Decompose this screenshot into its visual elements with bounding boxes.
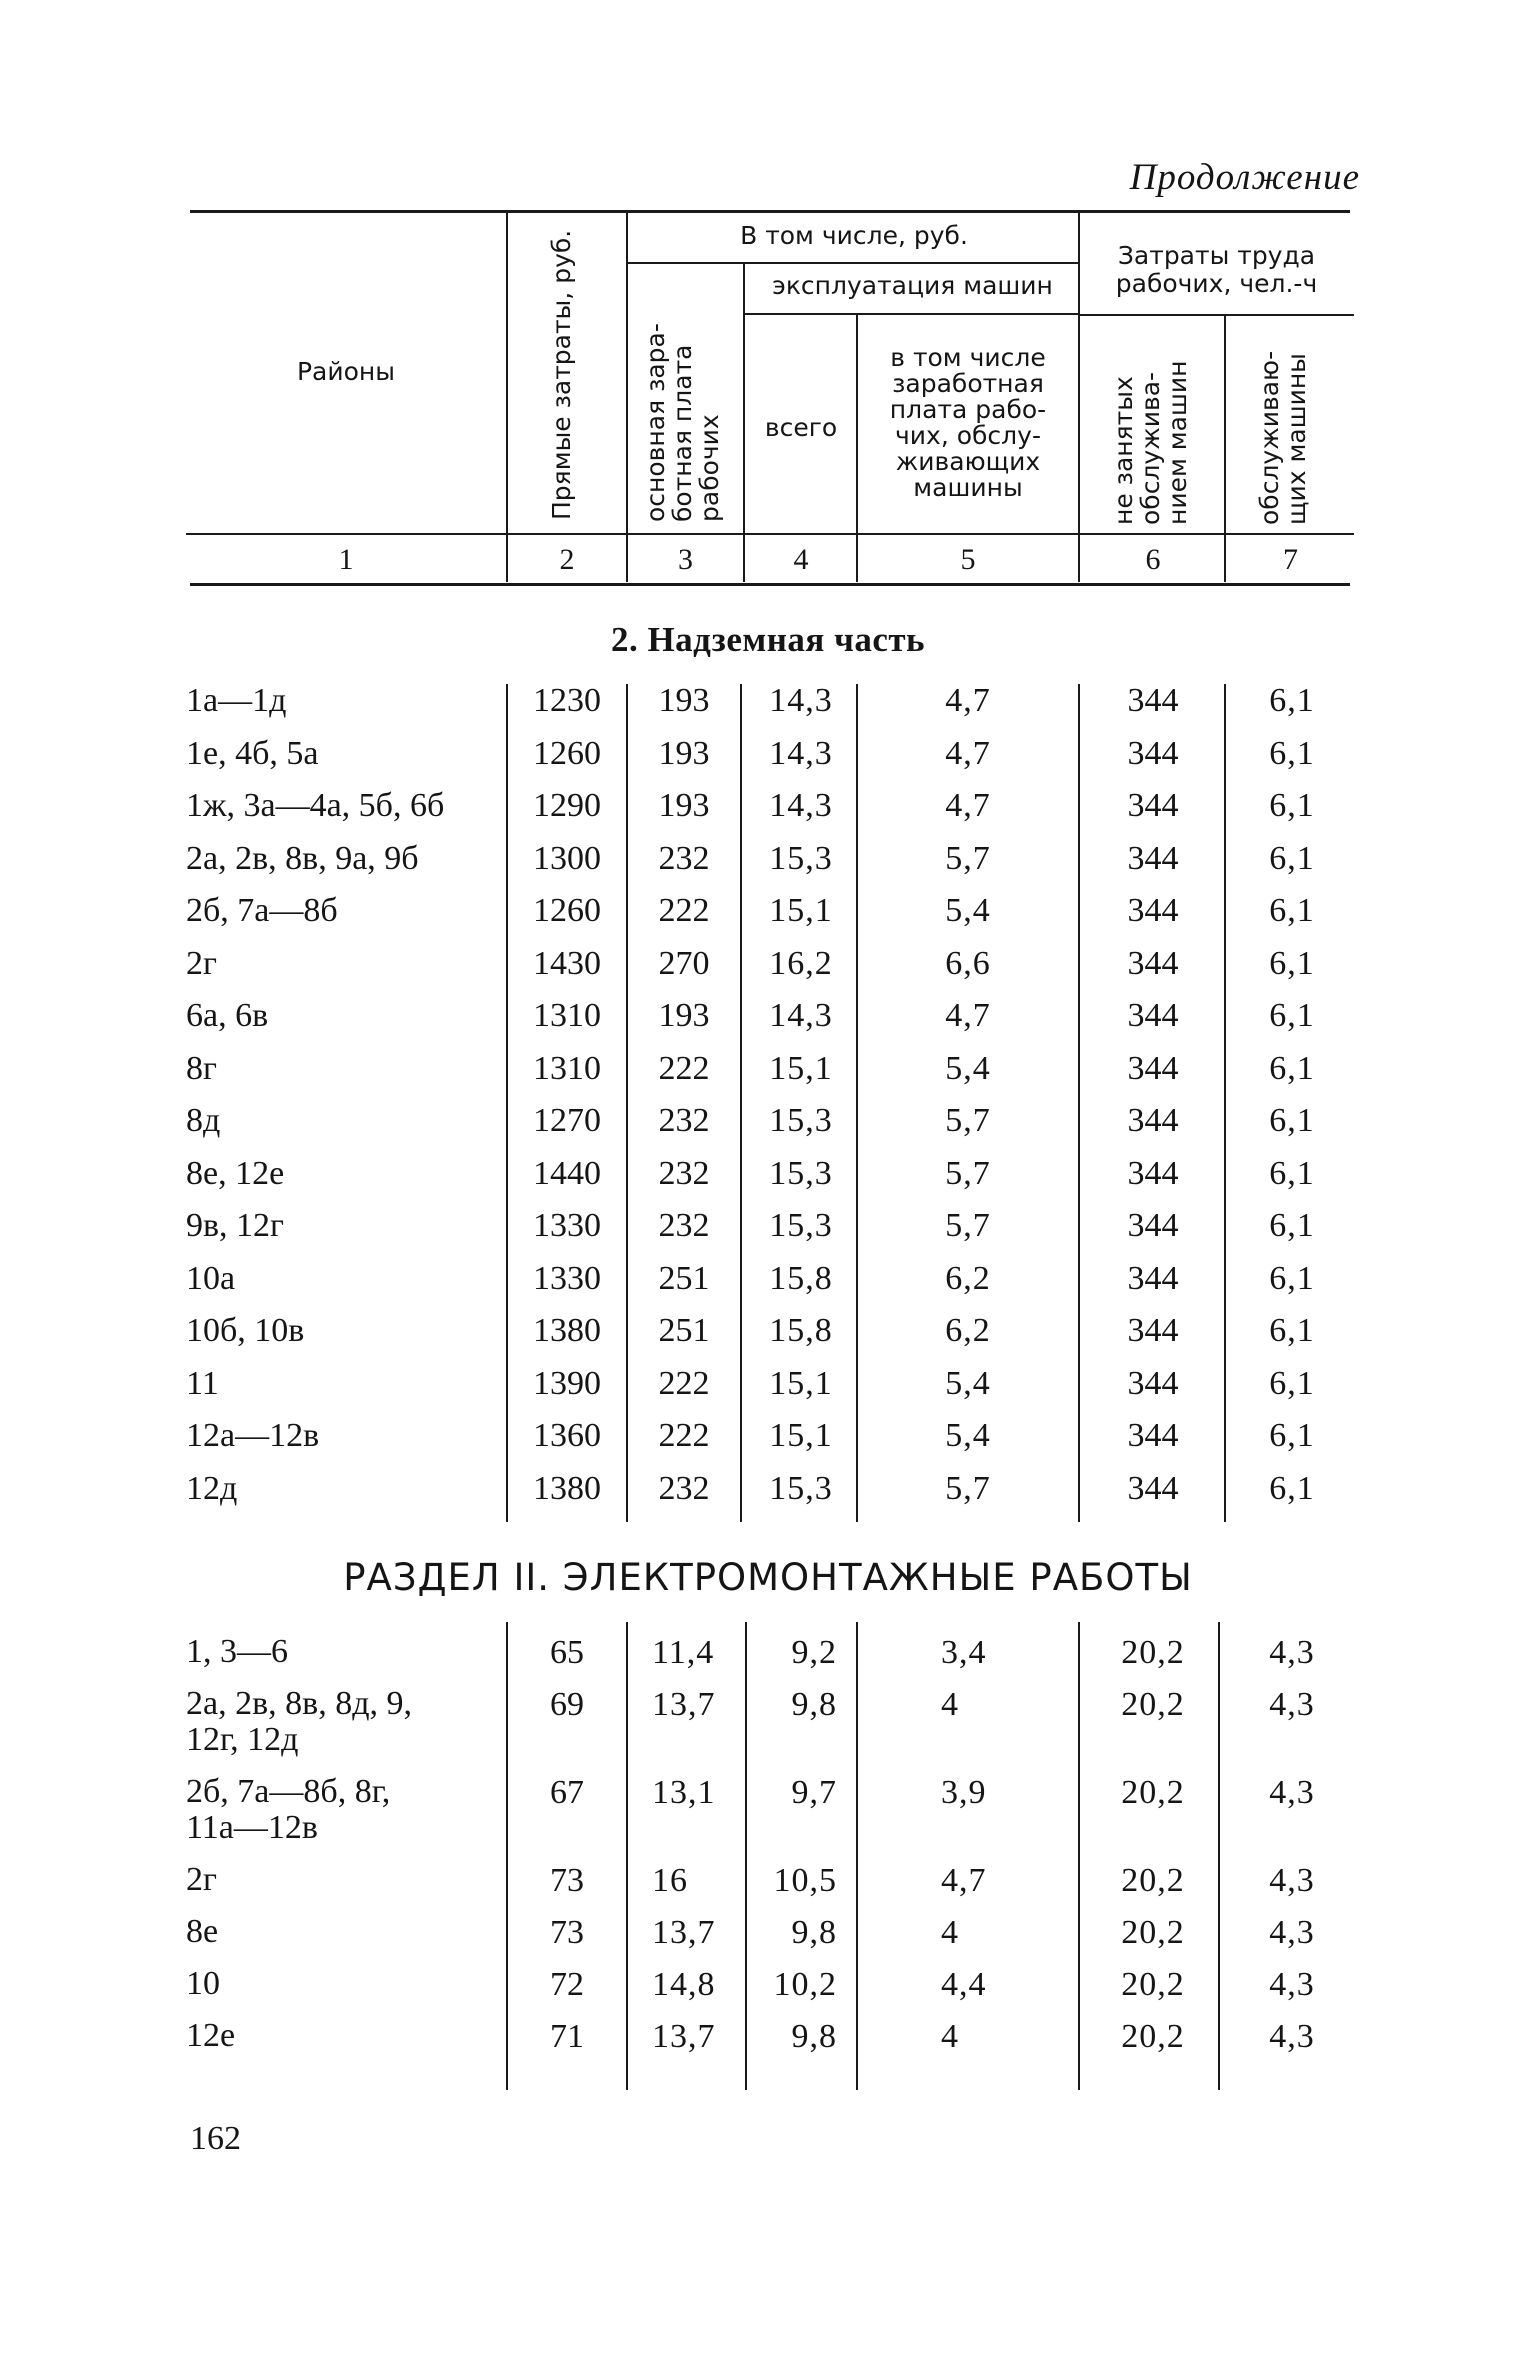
header-labor-not-machines: не занятых обслужива- нием машин: [1109, 360, 1192, 525]
value-cell: 1380: [533, 1469, 601, 1507]
value-cell: 1330: [533, 1259, 601, 1297]
region-cell: 11: [186, 1364, 219, 1402]
value-cell: 344: [1127, 892, 1179, 929]
value-cell: 270: [658, 944, 710, 982]
value-cell: 344: [1127, 1469, 1179, 1507]
section1-vline: [740, 684, 742, 1522]
header-labor-group: Затраты труда рабочих, чел.-ч: [1115, 241, 1318, 298]
value-cell: 15,3: [769, 1207, 833, 1244]
value-cell: 15,3: [769, 1469, 833, 1507]
value-cell: 4,7: [945, 682, 991, 719]
value-cell: 6,1: [1269, 1102, 1315, 1139]
value-cell: 15,8: [769, 1312, 833, 1349]
value-cell: 4,7: [945, 787, 991, 824]
value-cell: 9,8: [791, 1686, 837, 1723]
value-cell: 4,3: [1269, 1862, 1315, 1899]
header-machines-group: эксплуатация машин: [772, 271, 1053, 300]
value-cell: 6,6: [945, 944, 991, 982]
value-cell: 344: [1127, 997, 1179, 1034]
region-cell: 8д: [186, 1102, 221, 1139]
value-cell: 5,7: [945, 839, 991, 877]
header-incl-group: В том числе, руб.: [740, 221, 968, 250]
value-cell: 6,1: [1269, 997, 1315, 1034]
value-cell: 16,2: [769, 944, 833, 982]
value-cell: 4,3: [1269, 1914, 1315, 1951]
value-cell: 14,3: [769, 734, 833, 772]
value-cell: 20,2: [1121, 1686, 1185, 1723]
value-cell: 1260: [533, 892, 601, 929]
value-cell: 344: [1127, 1259, 1179, 1297]
value-cell: 15,3: [769, 1102, 833, 1139]
value-cell: 193: [658, 734, 710, 772]
value-cell: 4,3: [1269, 1634, 1315, 1671]
column-number: 4: [793, 543, 809, 576]
value-cell: 13,7: [652, 2018, 716, 2055]
value-cell: 1230: [533, 682, 601, 719]
region-cell: 12е: [186, 2017, 236, 2054]
value-cell: 232: [658, 839, 710, 877]
value-cell: 20,2: [1121, 1634, 1185, 1671]
value-cell: 344: [1127, 1049, 1179, 1087]
value-cell: 1310: [533, 997, 601, 1034]
value-cell: 10,5: [773, 1862, 837, 1899]
header-bottom-rule: [186, 533, 1354, 535]
value-cell: 65: [550, 1634, 584, 1671]
header-regions: Районы: [296, 357, 396, 386]
value-cell: 9,8: [791, 2018, 837, 2055]
value-cell: 5,7: [945, 1207, 991, 1244]
value-cell: 344: [1127, 682, 1179, 719]
header-vline: [506, 212, 508, 582]
value-cell: 1360: [533, 1417, 601, 1454]
column-number: 7: [1283, 543, 1298, 576]
region-cell: 8е: [186, 1913, 219, 1950]
value-cell: 6,1: [1269, 787, 1315, 824]
region-cell: 12д: [186, 1469, 238, 1507]
value-cell: 13,7: [652, 1686, 716, 1723]
value-cell: 4,4: [941, 1966, 987, 2003]
value-cell: 4,7: [945, 734, 991, 772]
region-cell: 2б, 7а—8б, 8г, 11а—12в: [186, 1773, 391, 1846]
value-cell: 3,4: [941, 1634, 987, 1671]
value-cell: 1270: [533, 1102, 601, 1139]
value-cell: 251: [658, 1312, 710, 1349]
region-cell: 2а, 2в, 8в, 8д, 9, 12г, 12д: [186, 1685, 412, 1758]
value-cell: 193: [658, 787, 710, 824]
machines-group-rule: [745, 313, 1080, 315]
column-number: 5: [960, 543, 976, 576]
section2-title: РАЗДЕЛ II. ЭЛЕКТРОМОНТАЖНЫЕ РАБОТЫ: [343, 1556, 1193, 1599]
value-cell: 73: [550, 1914, 584, 1951]
value-cell: 251: [658, 1259, 710, 1297]
value-cell: 344: [1127, 1207, 1179, 1244]
value-cell: 20,2: [1121, 1774, 1185, 1811]
value-cell: 6,1: [1269, 1207, 1315, 1244]
value-cell: 15,3: [769, 1154, 833, 1192]
colnum-bottom-rule: [190, 583, 1350, 586]
table-top-rule: [190, 210, 1350, 213]
value-cell: 1380: [533, 1312, 601, 1349]
value-cell: 344: [1127, 1417, 1179, 1454]
value-cell: 222: [658, 1049, 710, 1087]
value-cell: 6,1: [1269, 839, 1315, 877]
value-cell: 67: [550, 1774, 584, 1811]
value-cell: 9,7: [791, 1774, 837, 1811]
value-cell: 4: [941, 2018, 959, 2055]
page-number: 162: [190, 2120, 241, 2157]
value-cell: 14,8: [652, 1966, 716, 2003]
value-cell: 11,4: [652, 1634, 715, 1671]
region-cell: 1е, 4б, 5а: [186, 734, 319, 772]
value-cell: 6,1: [1269, 1154, 1315, 1192]
value-cell: 71: [550, 2018, 584, 2055]
value-cell: 6,1: [1269, 1417, 1315, 1454]
value-cell: 344: [1127, 1364, 1179, 1402]
value-cell: 20,2: [1121, 1862, 1185, 1899]
value-cell: 9,8: [791, 1914, 837, 1951]
region-cell: 2б, 7а—8б: [186, 892, 338, 929]
value-cell: 344: [1127, 1154, 1179, 1192]
region-cell: 10б, 10в: [186, 1312, 305, 1349]
value-cell: 13,7: [652, 1914, 716, 1951]
header-vline: [1224, 315, 1226, 582]
value-cell: 10,2: [773, 1966, 837, 2003]
region-cell: 12а—12в: [186, 1417, 320, 1454]
value-cell: 73: [550, 1862, 584, 1899]
value-cell: 344: [1127, 734, 1179, 772]
region-cell: 10: [186, 1965, 220, 2002]
value-cell: 1330: [533, 1207, 601, 1244]
value-cell: 15,1: [769, 1049, 833, 1087]
continuation-label: Продолжение: [1129, 157, 1360, 198]
value-cell: 5,7: [945, 1154, 991, 1192]
region-cell: 8г: [186, 1049, 217, 1087]
value-cell: 6,1: [1269, 1259, 1315, 1297]
value-cell: 1310: [533, 1049, 601, 1087]
value-cell: 5,4: [945, 1417, 991, 1454]
labor-group-rule: [1079, 314, 1354, 316]
value-cell: 6,1: [1269, 1312, 1315, 1349]
region-cell: 2г: [186, 944, 217, 982]
value-cell: 15,8: [769, 1259, 833, 1297]
value-cell: 344: [1127, 1102, 1179, 1139]
value-cell: 344: [1127, 839, 1179, 877]
region-cell: 2г: [186, 1861, 217, 1898]
value-cell: 193: [658, 682, 710, 719]
value-cell: 15,3: [769, 839, 833, 877]
value-cell: 20,2: [1121, 2018, 1185, 2055]
value-cell: 232: [658, 1207, 710, 1244]
value-cell: 222: [658, 1364, 710, 1402]
incl-group-rule: [628, 262, 1080, 264]
value-cell: 1430: [533, 944, 601, 982]
header-base-wage: основная зара- ботная плата рабочих: [641, 323, 724, 522]
value-cell: 72: [550, 1966, 584, 2003]
value-cell: 5,4: [945, 1049, 991, 1087]
value-cell: 69: [550, 1686, 584, 1723]
value-cell: 6,1: [1269, 1049, 1315, 1087]
value-cell: 4,3: [1269, 2018, 1315, 2055]
value-cell: 9,2: [791, 1634, 837, 1671]
value-cell: 15,1: [769, 1417, 833, 1454]
value-cell: 3,9: [941, 1774, 987, 1811]
value-cell: 232: [658, 1102, 710, 1139]
value-cell: 13,1: [652, 1774, 716, 1811]
value-cell: 1440: [533, 1154, 601, 1192]
region-cell: 1ж, 3а—4а, 5б, 6б: [186, 787, 445, 824]
value-cell: 6,1: [1269, 682, 1315, 719]
value-cell: 5,7: [945, 1469, 991, 1507]
region-cell: 8е, 12е: [186, 1154, 285, 1192]
value-cell: 1300: [533, 839, 601, 877]
value-cell: 6,1: [1269, 1469, 1315, 1507]
value-cell: 1290: [533, 787, 601, 824]
value-cell: 232: [658, 1154, 710, 1192]
region-cell: 9в, 12г: [186, 1207, 284, 1244]
column-number: 6: [1145, 543, 1161, 576]
value-cell: 5,4: [945, 892, 991, 929]
value-cell: 15,1: [769, 1364, 833, 1402]
value-cell: 20,2: [1121, 1966, 1185, 2003]
value-cell: 222: [658, 892, 710, 929]
value-cell: 4,3: [1269, 1774, 1315, 1811]
header-labor-machines: обслуживаю- щих машины: [1255, 350, 1311, 525]
value-cell: 344: [1127, 1312, 1179, 1349]
value-cell: 5,7: [945, 1102, 991, 1139]
value-cell: 4,7: [941, 1862, 987, 1899]
section1-title: 2. Надземная часть: [610, 620, 926, 659]
value-cell: 16: [652, 1862, 688, 1899]
value-cell: 6,1: [1269, 892, 1315, 929]
region-cell: 1, 3—6: [186, 1633, 288, 1670]
value-cell: 4: [941, 1914, 959, 1951]
value-cell: 14,3: [769, 997, 833, 1034]
value-cell: 6,2: [945, 1259, 991, 1297]
value-cell: 5,4: [945, 1364, 991, 1402]
value-cell: 193: [658, 997, 710, 1034]
value-cell: 4,3: [1269, 1966, 1315, 2003]
value-cell: 344: [1127, 787, 1179, 824]
column-number: 3: [678, 543, 693, 576]
value-cell: 20,2: [1121, 1914, 1185, 1951]
value-cell: 344: [1127, 944, 1179, 982]
region-cell: 2а, 2в, 8в, 9а, 9б: [186, 839, 419, 877]
value-cell: 4: [941, 1686, 959, 1723]
value-cell: 232: [658, 1469, 710, 1507]
value-cell: 6,2: [945, 1312, 991, 1349]
region-cell: 1а—1д: [186, 682, 287, 719]
value-cell: 14,3: [769, 682, 833, 719]
header-machines-wage: в том числе заработная плата рабо- чих, обслу- живающих машины: [889, 343, 1047, 502]
value-cell: 6,1: [1269, 1364, 1315, 1402]
value-cell: 4,3: [1269, 1686, 1315, 1723]
column-number: 1: [338, 543, 354, 576]
value-cell: 6,1: [1269, 944, 1315, 982]
value-cell: 1390: [533, 1364, 601, 1402]
header-direct-costs: Прямые затраты, руб.: [547, 229, 576, 520]
value-cell: 1260: [533, 734, 601, 772]
header-machines-total: всего: [764, 413, 838, 442]
region-cell: 10а: [186, 1259, 236, 1297]
value-cell: 6,1: [1269, 734, 1315, 772]
value-cell: 14,3: [769, 787, 833, 824]
region-cell: 6а, 6в: [186, 997, 269, 1034]
value-cell: 222: [658, 1417, 710, 1454]
column-number: 2: [559, 543, 575, 576]
header-vline: [626, 212, 628, 582]
value-cell: 15,1: [769, 892, 833, 929]
value-cell: 4,7: [945, 997, 991, 1034]
